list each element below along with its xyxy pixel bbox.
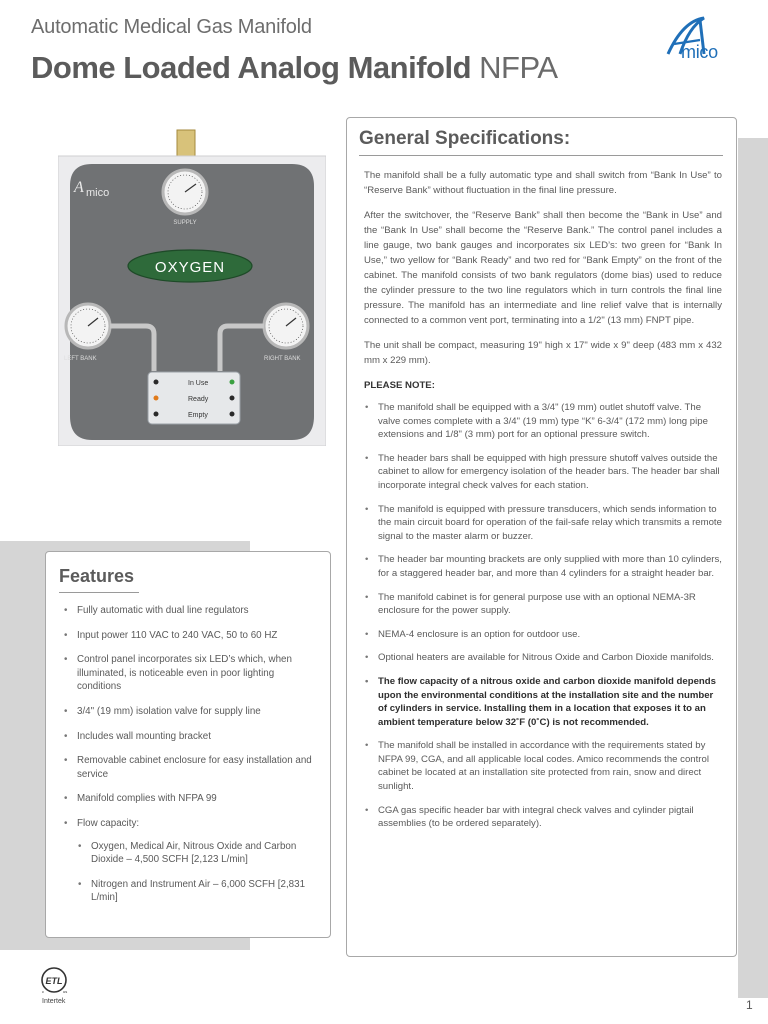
feature-item: • Includes wall mounting bracket xyxy=(63,730,313,744)
feature-item: • 3/4" (19 mm) isolation valve for supply line xyxy=(63,705,313,719)
gas-label: OXYGEN xyxy=(154,259,226,276)
spec-paragraph: The unit shall be compact, measuring 19" high x 17" wide x 9" deep (483 mm x 432 mm x 229 mm). xyxy=(364,340,722,366)
status-in-use: In Use xyxy=(188,380,209,387)
features-divider xyxy=(59,592,139,593)
right-bank-label: RIGHT BANK xyxy=(264,356,301,362)
note-item: • The manifold shall be installed in accordance with the requirements stated by NFPA 99, CGA, and all applicable local codes. Amico recommends the control cabinet be located at an installation site protected from rain, snow and direct sunlight. xyxy=(364,739,722,793)
features-title: Features xyxy=(59,566,135,586)
general-specifications-panel xyxy=(346,117,737,957)
title-bold: Dome Loaded Analog Manifold xyxy=(31,50,472,85)
features-list xyxy=(63,604,313,905)
note-item: • NEMA-4 enclosure is an option for outdoor use. xyxy=(364,628,722,642)
spec-paragraph: The manifold shall be a fully automatic type and shall switch from “Bank In Use” to “Reserve Bank” without fluctuation in the final line pressure. xyxy=(364,170,722,196)
flow-capacity-item: • Nitrogen and Instrument Air – 6,000 SCFH [2,831 L/min] xyxy=(77,878,313,905)
title-light: NFPA xyxy=(479,50,558,85)
note-item: • Optional heaters are available for Nitrous Oxide and Carbon Dioxide manifolds. xyxy=(364,651,722,665)
flow-capacity-item: • Oxygen, Medical Air, Nitrous Oxide and Carbon Dioxide – 4,500 SCFH [2,123 L/min] xyxy=(77,840,313,867)
feature-item: • Removable cabinet enclosure for easy installation and service xyxy=(63,754,313,781)
status-empty: Empty xyxy=(188,412,208,419)
note-item: • The header bars shall be equipped with high pressure shutoff valves outside the cabinet to allow for emergency isolation of the header bars. The header bar shall incorporate integral check valves for each station. xyxy=(364,452,722,493)
note-item: • The manifold is equipped with pressure transducers, which sends information to the main circuit board for operation of the fail-safe relay which transmits a remote signal to the master alarm or buzzer. xyxy=(364,503,722,544)
document-title xyxy=(31,50,558,86)
cert-c: c xyxy=(42,989,44,994)
note-item-bold: • The flow capacity of a nitrous oxide and carbon dioxide manifold depends upon the environmental conditions at the installation site and the number of cylinders in service. Installing them in a location that exposes it to an ambient temperature below 32˚F (0˚C) is not recommended. xyxy=(364,675,722,729)
supply-label: SUPPLY xyxy=(173,220,197,226)
feature-item-flow xyxy=(63,817,313,905)
feature-item: • Control panel incorporates six LED’s which, when illuminated, is noticeable even in poor lighting conditions xyxy=(63,653,313,694)
features-panel xyxy=(45,551,331,938)
left-bank-label: LEFT BANK xyxy=(64,356,97,362)
product-brand: mico xyxy=(86,187,110,199)
feature-item: • Input power 110 VAC to 240 VAC, 50 to 60 HZ xyxy=(63,629,313,643)
document-subtitle: Automatic Medical Gas Manifold xyxy=(31,16,312,38)
feature-item: • Manifold complies with NFPA 99 xyxy=(63,792,313,806)
specs-divider xyxy=(359,155,723,156)
note-item: • The header bar mounting brackets are only supplied with more than 10 cylinders, for a staggered header bar, and more than 4 cylinders for a straight header bar. xyxy=(364,553,722,580)
decor-gray-right xyxy=(738,138,768,998)
manifold-product-image xyxy=(58,126,326,446)
spec-paragraph: After the switchover, the “Reserve Bank” shall then become the “Bank in Use” and the “Bank In Use” shall become the “Reserve Bank.” The control panel includes a line gauge, two bank gauges and incorporates six LED’s: two green for “Bank In Use,” two yellow for “Bank Ready” and two red for “Bank Empty” on the front of the cabinet. The manifold consists of two bank regulators (dome bias) used to reduce the cylinder pressure to the two line regulators which in turn controls the final line pressure. The manifold has an intermediate and line relief valve that is internally connected to a common vent port, terminating into a 1/2" (13 mm) FNPT pipe. xyxy=(364,210,722,326)
logo-text: mico xyxy=(681,42,718,62)
note-item: • CGA gas specific header bar with integral check valves and cylinder pigtail assemblies (to be ordered separately). xyxy=(364,804,722,831)
note-item: • The manifold cabinet is for general purpose use with an optional NEMA-3R enclosure for the power supply. xyxy=(364,591,722,618)
certification-text: Intertek xyxy=(42,998,66,1005)
status-ready: Ready xyxy=(188,396,209,403)
page-number: 1 xyxy=(746,998,753,1012)
notes-list xyxy=(364,401,722,831)
feature-item: • Fully automatic with dual line regulators xyxy=(63,604,313,618)
product-brand-letter: A xyxy=(74,179,84,196)
feature-item-label: Flow capacity: xyxy=(77,817,140,829)
specs-title: General Specifications: xyxy=(359,128,571,149)
svg-text:ETL: ETL xyxy=(45,976,63,986)
cert-us: us xyxy=(63,989,68,994)
please-note-heading: PLEASE NOTE: xyxy=(364,380,435,391)
note-item: • The manifold shall be equipped with a 3/4" (19 mm) outlet shutoff valve. The valve comes complete with a 3/4" (19 mm) type “K” 6-3/4" (172 mm) long pipe extensions and 1/8" (3 mm) port for an optional pressure switch. xyxy=(364,401,722,442)
features-body xyxy=(63,604,313,916)
flow-capacity-list xyxy=(77,840,313,905)
specs-body xyxy=(364,168,722,841)
